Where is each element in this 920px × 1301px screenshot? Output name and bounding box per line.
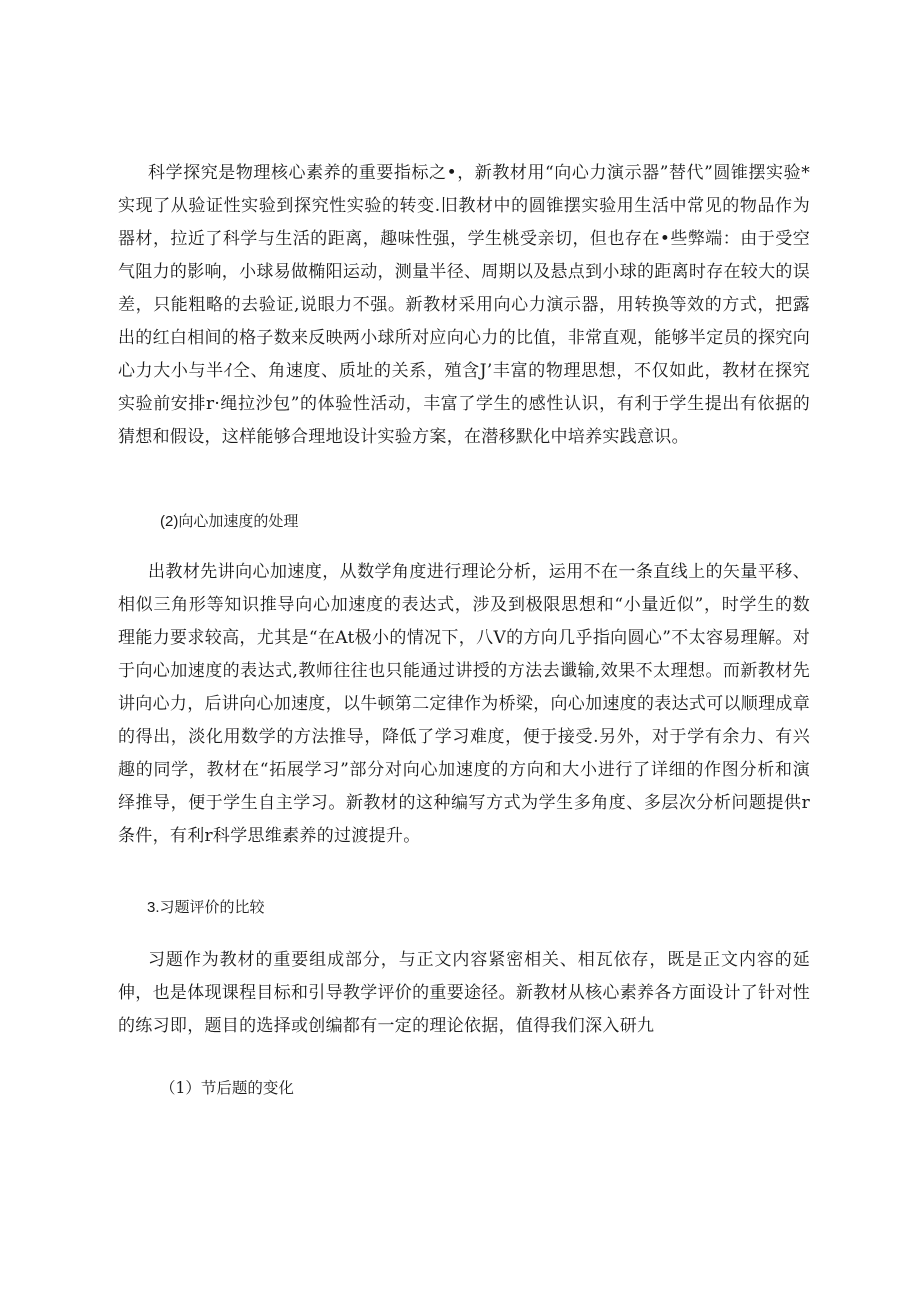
- paragraph-centripetal-acceleration: 出教材先讲向心加速度，从数学角度进行理论分析，运用不在一条直线上的矢量平移、相似三角形等知识推导向心加速度的表达式，涉及到极限思想和“小量近似”，时学生的数理能力要求较高，尤其是“在At极小的情况下，八V的方向几乎指向圆心”不太容易理解。对于向心加速度的表达式,教师往往也只能通过讲授的方法去谶输,效果不太理想。而新教材先讲向心力，后讲向心加速度，以牛顿第二定律作为桥梁，向心加速度的表达式可以顺理成章的得出，淡化用数学的方法推导，降低了学习难度，便于接受.另外，对于学有余力、有兴趣的同学，教材在“拓展学习”部分对向心加速度的方向和大小进行了详细的作图分析和演绎推导，便于学生自主学习。新教材的这种编写方式为学生多角度、多层次分析问题提供r条件，有利r科学思维素养的过渡提升。: [118, 562, 810, 846]
- section-heading-post-section-questions: （1）节后题的变化: [160, 1079, 294, 1097]
- paragraph-scientific-inquiry: 科学探究是物理核心素养的重要指标之•，新教材用“向心力演示器”替代”圆锥摆实验*实现了从验证性实验到探究性实验的转变.旧教材中的圆锥摆实验用生活中常见的物品作为器材，拉近了科学与生活的距离，趣味性强，学生桃受亲切，但也存在•些弊端：由于受空气阻力的影响，小球易做椭阳运动，测量半径、周期以及悬点到小球的距离时存在较大的误差，只能粗略的去验证,说眼力不强。新教材采用向心力演示器，用转换等效的方式，把露出的红白相间的格子数来反映两小球所对应向心力的比值，非常直观，能够半定员的探究向心力大小与半ｲ仝、角速度、质址的关系，殖含J’丰富的物理思想，不仅如此，教材在探究实验前安排r·绳拉沙包”的体验性活动，丰富了学生的感性认识，有利于学生提出有依据的猜想和假设，这样能够合理地设计实验方案，在潜移默化中培养实践意识。: [118, 163, 810, 447]
- paragraph-exercises: 习题作为教材的重要组成部分，与正文内容紧密相关、相瓦依存，既是正文内容的延伸，也是体现课程目标和引导教学评价的重要途径。新教材从核心素养各方面设计了针对性的练习即，题目的选择或创编都有一定的理论依据，值得我们深入研九: [118, 950, 810, 1036]
- section-heading-centripetal-acceleration: (2)向心加速度的处理: [160, 513, 299, 530]
- section-heading-exercise-comparison: 3.习题评价的比较: [147, 899, 265, 916]
